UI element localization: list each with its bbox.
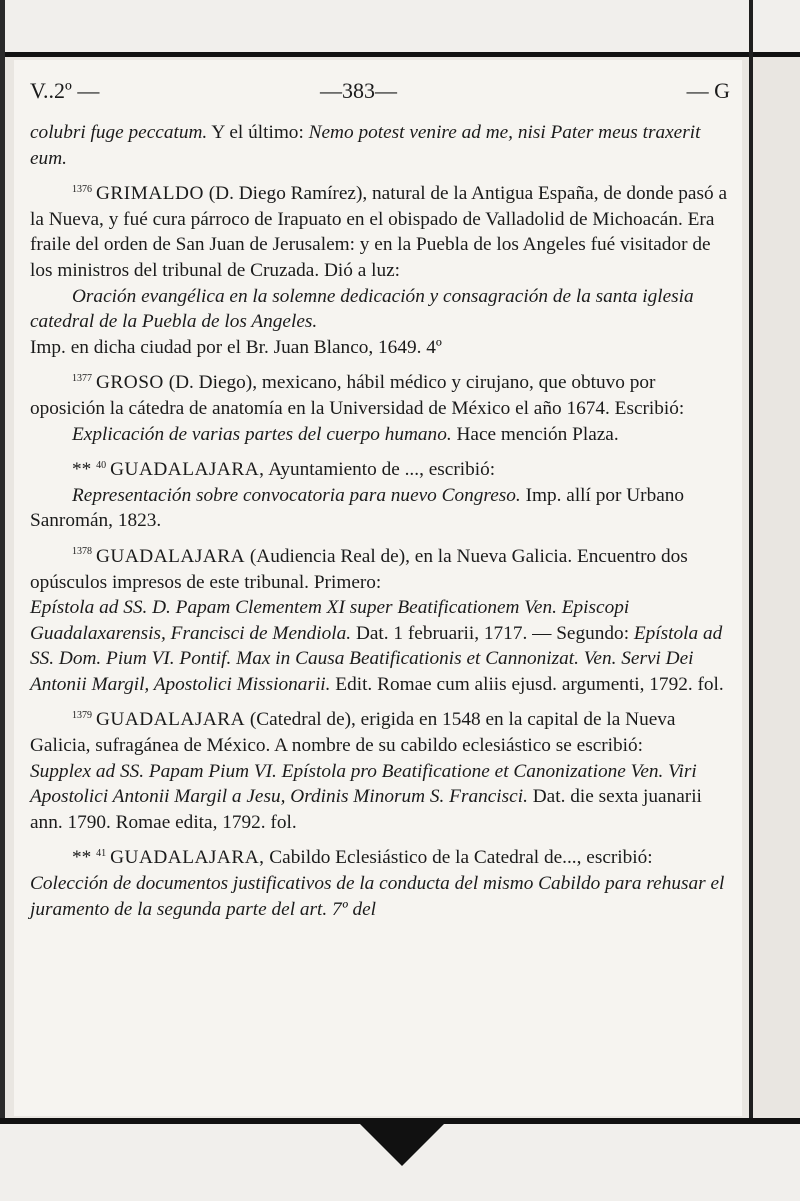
work-title: Oración evangélica en la solemne dedicación y consagración de la santa iglesia catedral de la Puebla de los Angeles. (30, 285, 694, 333)
imprint: Dat. 1 februarii, 1717. — Segundo: (351, 622, 634, 644)
latin-phrase: Nemo potest venire ad me, nisi Pater meus traxerit eum. (30, 122, 701, 169)
triangle-marker-icon (360, 1124, 444, 1166)
entry-1379 (30, 707, 734, 835)
entry-name: GUADALAJARA (96, 545, 246, 567)
entry-number: 40 (96, 459, 107, 471)
entry-number: 1378 (72, 546, 92, 558)
entry-description: Ayuntamiento de ..., escribió: (268, 459, 496, 481)
entry-40 (30, 457, 734, 534)
work-title: Representación sobre convocatoria para nuevo Congreso. (72, 484, 521, 506)
book-page (14, 60, 742, 1116)
header-letter: — G (686, 78, 730, 103)
latin-phrase: colubri fuge peccatum. (30, 122, 208, 143)
work-title: Supplex ad SS. Papam Pium VI. Epístola pro Beatificatione et Canonizatione Ven. Viri Apostolici Antonii Margil a Jesu, Ordinis Minorum S. Francisci. (30, 760, 697, 808)
left-scan-edge (0, 0, 5, 1201)
imprint: Imp. allí por Urbano Sanromán, 1823. (30, 484, 685, 532)
entry-name: GROSO (96, 372, 164, 394)
imprint: Dat. die sexta juanarii ann. 1790. Romae edita, 1792. fol. (30, 786, 702, 833)
entry-name: GRIMALDO (96, 183, 204, 205)
entry-number: 1377 (72, 372, 92, 384)
entry-description: (Audiencia Real de), en la Nueva Galicia. Encuentro dos opúsculos impresos de este tribunal. Primero: (30, 545, 688, 593)
imprint: Hace mención Plaza. (451, 423, 619, 445)
entry-description: (Catedral de), erigida en 1548 en la capital de la Nueva Galicia, sufragánea de México. A nombre de su cabildo eclesiástico se escribió: (30, 709, 676, 757)
right-scan-edge (749, 0, 753, 1201)
entry-name: GUADALAJARA, (110, 847, 265, 869)
entry-number: 1379 (72, 710, 92, 722)
entry-1376 (30, 181, 734, 360)
entry-description: (D. Diego), mexicano, hábil médico y cirujano, que obtuvo por oposición la cátedra de anatomía en la Universidad de México el año 1674. Escribió: (30, 372, 685, 419)
entry-1377 (30, 370, 734, 447)
scan-top-margin (0, 0, 800, 56)
entry-1378 (30, 544, 734, 698)
paragraph-continuation (30, 120, 734, 171)
entry-number: 41 (96, 848, 107, 860)
imprint: Imp. en dicha ciudad por el Br. Juan Blanco, 1649. 4º (30, 336, 442, 358)
entry-prefix: ** (72, 459, 97, 481)
work-title: Explicación de varias partes del cuerpo humano. (72, 423, 452, 445)
entry-number: 1376 (72, 183, 92, 195)
header-volume: V..2º — (30, 78, 100, 103)
text-run: Y el último: (207, 122, 309, 143)
entry-prefix: ** (72, 847, 97, 869)
entry-description: Cabildo Eclesiástico de la Catedral de..., escribió: (269, 847, 653, 869)
work-title-second: Epístola ad SS. Dom. Pium VI. Pontif. Max in Causa Beatificationis et Cannonizat. Ven. Servi Dei Antonii Margil, Apostolici Missionarii. (30, 622, 723, 695)
work-title: Epístola ad SS. D. Papam Clementem XI super Beatificationem Ven. Episcopi Guadalaxarensis, Francisci de Mendiola. (30, 597, 630, 644)
entry-description: (D. Diego Ramírez), natural de la Antigua España, de donde pasó a la Nueva, y fué cura párroco de Irapuato en el obispado de Valladolid de Michoacán. Era fraile del orden de San Juan de Jerusalem: y en la Puebla de los Angeles fué visitador de los ministros del tribunal de Cruzada. Dió a luz: (30, 183, 728, 281)
entry-41 (30, 845, 734, 922)
work-title: Colección de documentos justificativos de la conducta del mismo Cabildo para rehusar el juramento de la segunda parte del art. 7º del (30, 873, 725, 920)
page-number: —383— (320, 78, 397, 103)
entry-name: GUADALAJARA (96, 709, 246, 731)
page-text (30, 120, 734, 932)
entry-name: GUADALAJARA, (110, 459, 265, 481)
page-header (30, 78, 730, 108)
top-scan-rule (0, 52, 800, 57)
imprint-second: Edit. Romae cum aliis ejusd. argumenti, 1792. fol. (330, 673, 724, 695)
